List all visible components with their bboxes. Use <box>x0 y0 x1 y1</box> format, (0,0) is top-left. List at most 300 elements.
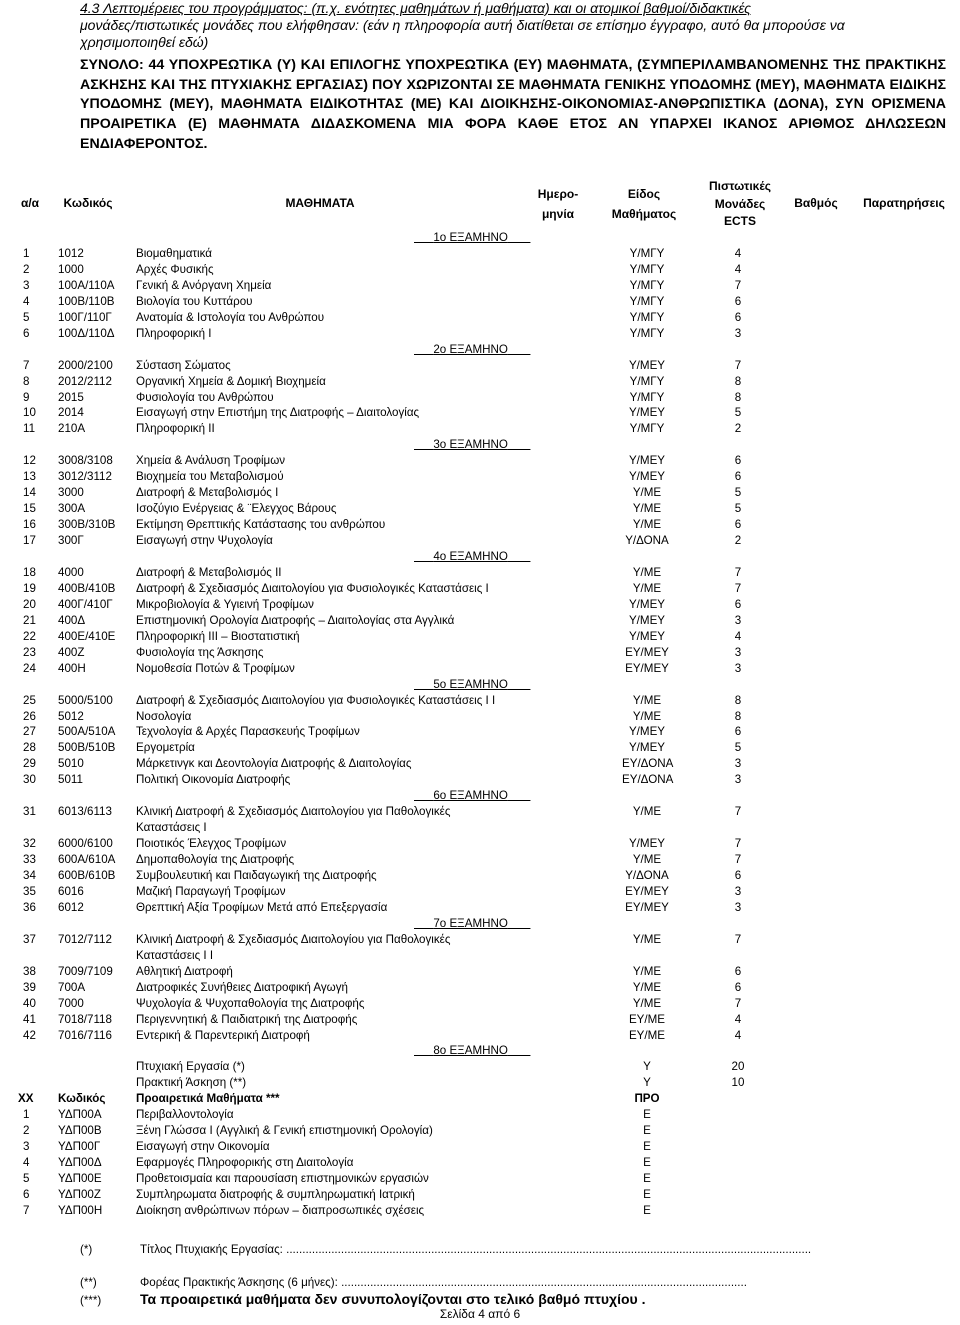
row-type: ΕΥ/ΜΕΥ <box>625 884 669 898</box>
row-type: Υ/ΜΓΥ <box>629 294 665 308</box>
semester-underline <box>508 231 531 244</box>
row-course-name: Εφαρμογές Πληροφορικής στη Διαιτολογία <box>136 1156 354 1170</box>
row-code: 210Α <box>58 422 86 436</box>
row-ects: 3 <box>734 645 742 659</box>
intro-line-3: χρησιμοποιηθεί εδώ) <box>80 34 209 50</box>
header-type-1: Είδος <box>627 187 661 201</box>
row-code: 4000 <box>58 565 84 579</box>
row-course-name: Διατροφή & Σχεδιασμός Διαιτολογίου για Φυσιολογικές Καταστάσεις Ι Ι <box>136 693 496 707</box>
row-code: 6012 <box>58 900 84 914</box>
row-number: 24 <box>23 661 36 675</box>
row-code: ΥΔΠ00Β <box>58 1124 102 1138</box>
row-number: 4 <box>23 294 30 308</box>
row-code: 400Γ/410Γ <box>58 597 113 611</box>
row-ects: 6 <box>734 725 742 739</box>
row-course-name: Πληροφορική ΙΙΙ – Βιοστατιστική <box>136 629 300 643</box>
row-code: 400Β/410Β <box>58 581 116 595</box>
row-code: 5000/5100 <box>58 693 113 707</box>
row-number: 7 <box>23 358 30 372</box>
row-number: 37 <box>23 932 36 946</box>
row-number: 4 <box>23 1156 30 1170</box>
row-code: 2012/2112 <box>58 374 112 388</box>
row-code: 1000 <box>58 262 84 276</box>
semester-heading <box>414 1043 530 1059</box>
row-code: 7016/7116 <box>58 1028 112 1042</box>
row-number: 35 <box>23 884 36 898</box>
header-date-1: Ημερο- <box>537 187 579 201</box>
row-type: Ε <box>643 1140 651 1154</box>
row-course-name: Δημοπαθολογία της Διατροφής <box>136 853 295 867</box>
row-course-name: Ανατομία & Ιστολογία του Ανθρώπου <box>136 310 325 324</box>
row-ects: 7 <box>734 853 742 867</box>
row-number: 5 <box>23 310 30 324</box>
footnote-optional-key: (***) <box>80 1294 102 1307</box>
row-course-name-cont: Καταστάσεις Ι <box>136 821 207 835</box>
row-number: 10 <box>23 406 36 420</box>
semester-heading <box>414 437 530 453</box>
semester-label: 1ο ΕΞΑΜΗΝΟ <box>433 231 508 244</box>
row-number: 6 <box>23 1188 30 1201</box>
row-ects: 6 <box>734 454 742 468</box>
row-course-name: Βιολογία του Κυττάρου <box>136 294 253 308</box>
row-course-name: Εισαγωγή στην Οικονομία <box>136 1140 270 1154</box>
row-course-name: Μάρκετινγκ και Δεοντολογία Διατροφής & Διαιτολογίας <box>136 757 412 771</box>
row-course-name: Πρακτική Άσκηση (**) <box>136 1076 247 1090</box>
row-type: Υ/ΜΓΥ <box>629 390 665 404</box>
row-course-name: Διατροφή & Μεταβολισμός Ι <box>136 486 279 500</box>
row-type: Υ/ΜΕ <box>632 853 662 867</box>
row-course-name: Τεχνολογία & Αρχές Παρασκευής Τροφίμων <box>136 725 360 739</box>
row-number: 13 <box>23 470 36 484</box>
semester-heading <box>414 916 530 932</box>
row-ects: 7 <box>734 996 742 1010</box>
footnote-practice <box>80 1275 920 1291</box>
row-type: ΕΥ/ΔΟΝΑ <box>622 773 674 787</box>
row-ects: 7 <box>734 581 742 595</box>
row-type: ΕΥ/ΜΕ <box>628 1012 666 1026</box>
semester-underline <box>414 917 433 930</box>
header-code: Κωδικός <box>63 196 113 210</box>
row-ects: 6 <box>734 470 742 484</box>
row-number: 34 <box>23 869 36 882</box>
row-number: 16 <box>23 518 36 532</box>
row-ects: 7 <box>734 805 742 819</box>
header-type-2: Μαθήματος <box>611 207 677 221</box>
row-type: Υ/ΜΕ <box>632 565 662 579</box>
row-ects: 4 <box>734 1012 742 1026</box>
row-ects: 7 <box>734 358 742 372</box>
header-notes: Παρατηρήσεις <box>863 196 945 210</box>
row-course-name: Νομοθεσία Ποτών & Τροφίμων <box>136 661 295 675</box>
intro-line-2: μονάδες/πιστωτικές μονάδες που ελήφθησαν: (εάν η πληροφορία αυτή διατίθεται σε επίσημο έγγραφο, αυτό θα μπορούσε να <box>80 17 845 33</box>
semester-underline <box>414 1044 433 1057</box>
row-number: 38 <box>23 964 36 978</box>
row-ects: 4 <box>734 629 742 643</box>
row-type: ΕΥ/ΔΟΝΑ <box>622 757 674 771</box>
row-type: Υ/ΜΕ <box>632 709 662 723</box>
row-type: ΕΥ/ΜΕ <box>628 1028 666 1042</box>
row-number: 3 <box>23 278 30 292</box>
row-course-name: Σύσταση Σώματος <box>136 358 231 372</box>
row-number: 19 <box>23 581 36 595</box>
row-code: 400Ζ <box>58 645 85 659</box>
row-number: 40 <box>23 996 36 1010</box>
row-type: Υ/ΜΕΥ <box>628 454 666 468</box>
row-course-name: Διατροφή & Σχεδιασμός Διαιτολογίου για Φυσιολογικές Καταστάσεις Ι <box>136 581 489 595</box>
row-ects: 3 <box>734 326 742 340</box>
header-ects-2: Μονάδες <box>714 197 766 211</box>
row-type: Υ/ΜΕ <box>632 805 662 819</box>
row-ects: 7 <box>734 565 742 579</box>
row-number: ΧΧ <box>18 1092 34 1106</box>
row-ects: 3 <box>734 757 742 771</box>
row-type: Υ/ΜΕ <box>632 502 662 516</box>
row-number: 26 <box>23 709 36 723</box>
row-course-name: Προαιρετικά Μαθήματα *** <box>136 1092 280 1106</box>
row-course-name: Διοίκηση ανθρώπινων πόρων – διαπροσωπικές σχέσεις <box>136 1203 425 1217</box>
row-type: Ε <box>643 1172 651 1186</box>
row-type: Υ/ΜΕ <box>632 518 662 532</box>
row-code: 7018/7118 <box>58 1012 112 1026</box>
row-code: 3008/3108 <box>58 454 113 468</box>
semester-underline <box>414 678 433 691</box>
semester-underline <box>414 438 433 451</box>
row-number: 6 <box>23 326 30 340</box>
header-course: ΜΑΘΗΜΑΤΑ <box>285 196 355 210</box>
row-course-name: Μικροβιολογία & Υγιεινή Τροφίμων <box>136 597 314 611</box>
semester-label: 4ο ΕΞΑΜΗΝΟ <box>433 550 508 563</box>
row-ects: 8 <box>734 693 742 707</box>
row-course-name: Εισαγωγή στην Επιστήμη της Διατροφής – Διαιτολογίας <box>136 406 420 420</box>
row-type: Υ/ΜΕ <box>632 932 662 946</box>
row-ects: 2 <box>734 422 742 436</box>
semester-underline <box>508 917 531 930</box>
row-course-name: Χημεία & Ανάλυση Τροφίμων <box>136 454 286 468</box>
row-type: ΕΥ/ΜΕΥ <box>625 900 669 914</box>
row-type: ΕΥ/ΜΕΥ <box>625 661 669 675</box>
row-type: Υ/ΜΕΥ <box>628 597 666 611</box>
row-number: 3 <box>23 1140 30 1154</box>
row-course-name: Εκτίμηση Θρεπτικής Κατάστασης του ανθρώπου <box>136 518 386 532</box>
row-course-name: Ισοζύγιο Ενέργειας & ¨Ελεγχος Βάρους <box>136 502 337 516</box>
row-ects: 4 <box>734 246 742 260</box>
row-ects: 3 <box>734 773 742 787</box>
row-course-name: Συμπληρωματα διατροφής & συμπληρωματική Ιατρική <box>136 1188 415 1201</box>
row-number: 1 <box>23 246 30 260</box>
row-course-name: Βιοχημεία του Μεταβολισμού <box>136 470 284 484</box>
row-code: 1012 <box>58 246 84 260</box>
row-number: 21 <box>23 613 36 627</box>
row-type: Υ <box>643 1060 651 1074</box>
row-ects: 8 <box>734 374 742 388</box>
row-code: 2000/2100 <box>58 358 113 372</box>
row-ects: 3 <box>734 900 742 914</box>
row-code: 400Δ <box>58 613 86 627</box>
semester-heading <box>414 549 530 565</box>
row-code: Κωδικός <box>58 1092 106 1106</box>
row-code: ΥΔΠ00Η <box>58 1203 103 1217</box>
row-number: 30 <box>23 773 36 787</box>
row-type: Υ/ΜΕΥ <box>628 358 666 372</box>
row-course-name: Κλινική Διατροφή & Σχεδιασμός Διαιτολογίου για Παθολογικές <box>136 805 451 819</box>
semester-underline <box>414 550 433 563</box>
row-code: 400Η <box>58 661 86 675</box>
row-code: 300Β/310Β <box>58 518 116 532</box>
row-number: 20 <box>23 597 36 611</box>
row-ects: 6 <box>734 518 742 532</box>
row-ects: 20 <box>731 1060 745 1074</box>
row-code: 6016 <box>58 884 84 898</box>
row-type: Υ/ΜΓΥ <box>629 374 665 388</box>
semester-underline <box>414 231 433 244</box>
row-type: Υ/ΜΕΥ <box>628 470 666 484</box>
row-code: 6013/6113 <box>58 805 112 819</box>
row-code: 100Β/110Β <box>58 294 115 308</box>
row-ects: 4 <box>734 262 742 276</box>
row-number: 23 <box>23 645 36 659</box>
row-course-name: Διατροφικές Συνήθειες Διατροφική Αγωγή <box>136 980 348 994</box>
footnote-optional-text: Τα προαιρετικά μαθήματα δεν συνυπολογίζονται στο τελικό βαθμό πτυχίου . <box>140 1291 646 1307</box>
row-type: Υ/ΜΕΥ <box>628 406 666 420</box>
row-course-name: Νοσολογία <box>136 709 192 723</box>
row-ects: 3 <box>734 884 742 898</box>
row-type: Ε <box>643 1203 651 1217</box>
row-number: 33 <box>23 853 36 867</box>
row-ects: 5 <box>734 502 742 516</box>
row-course-name: Γενική & Ανόργανη Χημεία <box>136 278 272 292</box>
row-code: 5011 <box>58 773 83 787</box>
row-type: Υ/ΜΕ <box>632 693 662 707</box>
row-number: 14 <box>23 486 36 500</box>
row-course-name: Πληροφορική Ι <box>136 326 212 340</box>
row-number: 5 <box>23 1172 30 1186</box>
row-ects: 6 <box>734 597 742 611</box>
row-type: Ε <box>643 1108 651 1122</box>
row-course-name: Πτυχιακή Εργασία (*) <box>136 1060 245 1074</box>
row-code: 7012/7112 <box>58 932 112 946</box>
row-ects: 8 <box>734 390 742 404</box>
row-ects: 6 <box>734 310 742 324</box>
row-type: Υ/ΜΓΥ <box>629 326 665 340</box>
semester-underline <box>508 789 531 802</box>
semester-underline <box>414 343 433 356</box>
semester-label: 5ο ΕΞΑΜΗΝΟ <box>433 677 508 691</box>
header-grade: Βαθμός <box>794 196 838 210</box>
row-type: Υ/ΜΕ <box>632 980 662 994</box>
row-course-name: Περιγεννητική & Παιδιατρική της Διατροφής <box>136 1012 358 1026</box>
row-course-name: Εντερική & Παρεντερική Διατροφή <box>136 1028 310 1042</box>
row-course-name: Περιβαλλοντολογία <box>136 1108 234 1122</box>
semester-underline <box>508 438 531 451</box>
row-type: Υ/ΜΓΥ <box>629 278 665 292</box>
row-code: ΥΔΠ00Δ <box>58 1156 102 1170</box>
row-type: ΕΥ/ΜΕΥ <box>625 645 669 659</box>
row-number: 1 <box>23 1108 30 1122</box>
semester-underline <box>414 789 433 802</box>
row-number: 11 <box>23 422 36 436</box>
row-number: 36 <box>23 900 36 914</box>
row-type: Υ/ΜΓΥ <box>629 246 665 260</box>
row-ects: 6 <box>734 980 742 994</box>
row-ects: 10 <box>731 1076 745 1090</box>
row-code: 5010 <box>58 757 84 771</box>
row-number: 41 <box>23 1012 36 1026</box>
row-number: 15 <box>23 502 36 516</box>
row-type: Ε <box>643 1188 651 1201</box>
row-code: 7009/7109 <box>58 964 113 978</box>
row-ects: 5 <box>734 486 742 500</box>
row-course-name: Συμβουλευτική και Παιδαγωγική της Διατροφής <box>136 869 377 882</box>
row-code: ΥΔΠ00Γ <box>58 1140 101 1154</box>
row-number: 22 <box>23 629 36 643</box>
row-type: Υ/ΜΕΥ <box>628 741 666 755</box>
row-code: 500Α/510Α <box>58 725 116 739</box>
semester-heading <box>414 342 530 358</box>
semester-heading <box>414 788 530 804</box>
row-ects: 2 <box>734 534 742 548</box>
row-type: Υ/ΜΓΥ <box>629 262 665 276</box>
row-number: 28 <box>23 741 36 755</box>
semester-heading <box>414 677 530 693</box>
row-code: 300Α <box>58 502 86 516</box>
row-course-name: Αθλητική Διατροφή <box>136 964 233 978</box>
row-ects: 7 <box>734 932 742 946</box>
row-course-name: Φυσιολογία του Ανθρώπου <box>136 390 274 404</box>
row-ects: 3 <box>734 661 742 675</box>
intro-line-1: 4.3 Λεπτομέρειες του προγράμματος: (π.χ. ενότητες μαθημάτων ή μαθήματα) και οι ατομικοί βαθμοί/διδακτικές <box>80 0 751 16</box>
row-type: Ε <box>643 1124 651 1138</box>
row-code: 500Β/510Β <box>58 741 116 755</box>
footnote-thesis-text: Τίτλος Πτυχιακής Εργασίας: ................................................................................................................................................................... <box>140 1243 812 1256</box>
row-number: 2 <box>23 262 30 276</box>
semester-heading <box>414 230 530 246</box>
row-code: 2014 <box>58 406 84 420</box>
row-type: Υ/ΔΟΝΑ <box>625 534 669 548</box>
row-code: 6000/6100 <box>58 837 113 851</box>
row-code: 5012 <box>58 709 84 723</box>
row-number: 9 <box>23 390 30 404</box>
semester-label: 6ο ΕΞΑΜΗΝΟ <box>433 789 508 803</box>
row-course-name: Πληροφορική ΙΙ <box>136 422 215 436</box>
row-code: 400Ε/410Ε <box>58 629 116 643</box>
row-code: 300Γ <box>58 534 84 548</box>
row-type: ΠΡΟ <box>634 1092 660 1106</box>
row-course-name: Μαζική Παραγωγή Τροφίμων <box>136 884 286 898</box>
row-course-name: Θρεπτική Αξία Τροφίμων Μετά από Επεξεργασία <box>136 900 388 914</box>
header-aa: α/α <box>20 196 40 210</box>
row-code: 600Β/610Β <box>58 869 116 882</box>
row-code: 600Α/610Α <box>58 853 116 867</box>
row-course-name-cont: Καταστάσεις Ι Ι <box>136 948 214 962</box>
row-number: 29 <box>23 757 36 771</box>
row-course-name: Φυσιολογία της Άσκησης <box>136 645 264 659</box>
row-type: Υ <box>643 1076 651 1090</box>
row-course-name: Κλινική Διατροφή & Σχεδιασμός Διαιτολογίου για Παθολογικές <box>136 932 451 946</box>
row-number: 7 <box>23 1203 30 1217</box>
row-code: 7000 <box>58 996 84 1010</box>
row-number: 31 <box>23 805 36 819</box>
row-ects: 3 <box>734 613 742 627</box>
row-number: 17 <box>23 534 36 548</box>
row-code: ΥΔΠ00Α <box>58 1108 102 1122</box>
semester-underline <box>508 550 531 563</box>
semester-underline <box>508 1044 531 1057</box>
row-number: 2 <box>23 1124 30 1138</box>
row-number: 27 <box>23 725 36 739</box>
row-ects: 7 <box>734 278 742 292</box>
row-course-name: Διατροφή & Μεταβολισμός ΙΙ <box>136 565 282 579</box>
row-ects: 7 <box>734 837 742 851</box>
footnote-thesis-key: (*) <box>80 1243 93 1256</box>
row-type: Υ/ΜΕ <box>632 581 662 595</box>
row-ects: 8 <box>734 709 742 723</box>
row-code: 100Γ/110Γ <box>58 310 112 324</box>
row-number: 18 <box>23 565 36 579</box>
row-type: Υ/ΔΟΝΑ <box>625 869 669 882</box>
row-code: ΥΔΠ00Ε <box>58 1172 102 1186</box>
row-type: Υ/ΜΕ <box>632 486 662 500</box>
footnote-practice-key: (**) <box>80 1276 97 1289</box>
row-type: Υ/ΜΓΥ <box>629 422 665 436</box>
footnote-thesis <box>80 1242 920 1258</box>
semester-underline <box>508 678 531 691</box>
row-course-name: Εισαγωγή στην Ψυχολογία <box>136 534 273 548</box>
semester-label: 2ο ΕΞΑΜΗΝΟ <box>433 342 508 356</box>
row-type: Υ/ΜΕ <box>632 964 662 978</box>
row-ects: 5 <box>734 741 742 755</box>
footnote-practice-text: Φορέας Πρακτικής Άσκησης (6 μήνες): .............................................................................................................................. <box>140 1276 747 1289</box>
header-ects-3: ECTS <box>723 214 756 228</box>
row-course-name: Οργανική Χημεία & Δομική Βιοχημεία <box>136 374 326 388</box>
row-type: Υ/ΜΕΥ <box>628 629 666 643</box>
row-code: 2015 <box>58 390 84 404</box>
semester-label: 7ο ΕΞΑΜΗΝΟ <box>433 916 508 930</box>
header-date-2: μηνία <box>541 207 575 221</box>
row-code: 100Δ/110Δ <box>58 326 115 340</box>
row-course-name: Προθετοισμαία και παρουσίαση επιστημονικών εργασιών <box>136 1172 429 1186</box>
row-code: 3012/3112 <box>58 470 112 484</box>
row-number: 25 <box>23 693 36 707</box>
row-code: ΥΔΠ00Ζ <box>58 1188 101 1201</box>
row-ects: 6 <box>734 869 742 882</box>
row-course-name: Αρχές Φυσικής <box>136 262 214 276</box>
row-code: 100Α/110Α <box>58 278 115 292</box>
row-number: 8 <box>23 374 30 388</box>
row-course-name: Ψυχολογία & Ψυχοπαθολογία της Διατροφής <box>136 996 365 1010</box>
row-course-name: Επιστημονική Ορολογία Διατροφής – Διαιτολογίας στα Αγγλικά <box>136 613 455 627</box>
row-course-name: Εργομετρία <box>136 741 195 755</box>
row-type: Υ/ΜΕΥ <box>628 613 666 627</box>
page-number: Σελίδα 4 από 6 <box>439 1307 521 1321</box>
row-number: 42 <box>23 1028 36 1042</box>
semester-label: 3ο ΕΞΑΜΗΝΟ <box>433 438 508 452</box>
row-type: Υ/ΜΕΥ <box>628 725 666 739</box>
row-course-name: Πολιτική Οικονομία Διατροφής <box>136 773 291 787</box>
row-type: Υ/ΜΕΥ <box>628 837 666 851</box>
row-course-name: Βιομαθηματικά <box>136 246 212 260</box>
row-code: 700Α <box>58 980 86 994</box>
row-ects: 5 <box>734 406 742 420</box>
semester-underline <box>508 343 531 356</box>
row-number: 39 <box>23 980 36 994</box>
row-course-name: Ποιοτικός Έλεγχος Τροφίμων <box>136 837 287 851</box>
row-ects: 6 <box>734 294 742 308</box>
row-number: 32 <box>23 837 36 851</box>
program-summary: ΣΥΝΟΛΟ: 44 ΥΠΟΧΡΕΩΤΙΚΑ (Υ) ΚΑΙ ΕΠΙΛΟΓΗΣ ΥΠΟΧΡΕΩΤΙΚΑ (ΕΥ) ΜΑΘΗΜΑΤΑ, (ΣΥΜΠΕΡΙΛΑΜΒΑΝΟΜΕΝΗΣ ΤΗΣ ΠΡΑΚΤΙΚΗΣ ΑΣΚΗΣΗΣ ΚΑΙ ΤΗΣ ΠΤΥΧΙΑΚΗΣ ΕΡΓΑΣΙΑΣ) ΠΟΥ ΧΩΡΙΖΟΝΤΑΙ ΣΕ ΜΑΘΗΜΑΤΑ ΓΕΝΙΚΗΣ ΥΠΟΔΟΜΗΣ (ΜΕΥ), ΜΑΘΗΜΑΤΑ ΕΙΔΙΚΗΣ ΥΠΟΔΟΜΗΣ (ΜΕΥ), ΜΑΘΗΜΑΤΑ ΕΙΔΙΚΟΤΗΤΑΣ (ΜΕ) ΚΑΙ ΔΙΟΙΚΗΣΗΣ-ΟΙΚΟΝΟΜΙΑΣ-ΑΝΘΡΩΠΙΣΤΙΚΑ (ΔΟΝΑ), ΣΥΝ ΟΡΙΣΜΕΝΑ ΠΡΟΑΙΡΕΤΙΚΑ (Ε) ΜΑΘΗΜΑΤΑ ΔΙΔΑΣΚΟΜΕΝΑ ΜΙΑ ΦΟΡΑ ΚΑΘΕ ΕΤΟΣ ΑΝ ΥΠΑΡΧΕΙ ΙΚΑΝΟΣ ΑΡΙΘΜΟΣ ΔΗΛΩΣΕΩΝ ΕΝΔΙΑΦΕΡΟΝΤΟΣ. <box>80 57 946 152</box>
row-type: Υ/ΜΕ <box>632 996 662 1010</box>
row-ects: 6 <box>734 964 742 978</box>
row-type: Υ/ΜΓΥ <box>629 310 665 324</box>
